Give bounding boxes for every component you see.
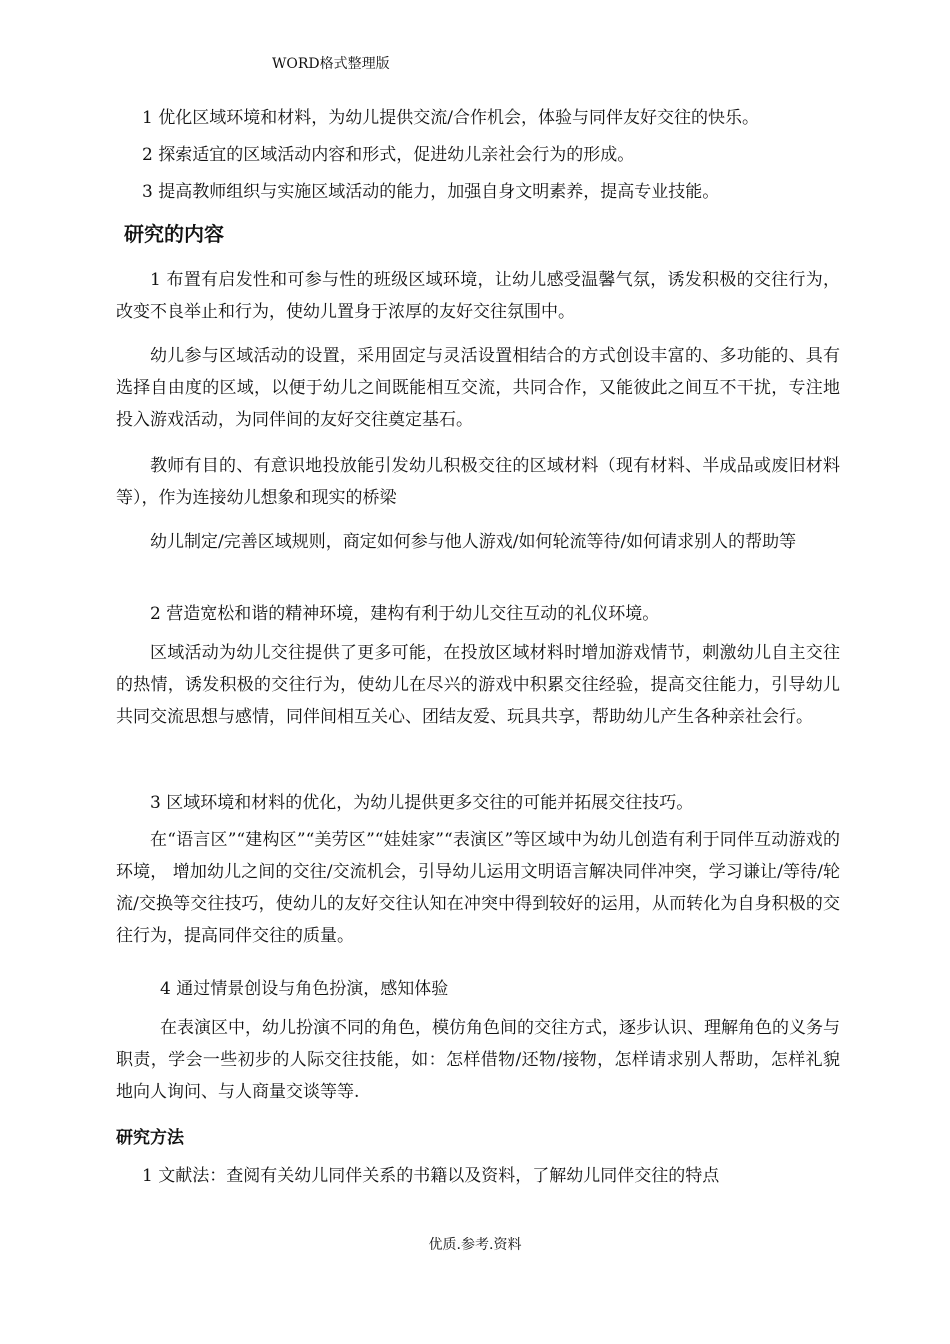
goal-item: 3 提高教师组织与实施区域活动的能力，加强自身文明素养，提高专业技能。 — [142, 182, 720, 202]
goal-item: 1 优化区域环境和材料，为幼儿提供交流/合作机会，体验与同伴友好交往的快乐。 — [142, 108, 759, 128]
paragraph: 1 文献法：查阅有关幼儿同伴关系的书籍以及资料，了解幼儿同伴交往的特点 — [142, 1166, 720, 1186]
section-heading-method: 研究方法 — [116, 1128, 184, 1148]
paragraph: 在“语言区”“建构区”“美劳区”“娃娃家”“表演区”等区域中为幼儿创造有利于同伴互动游戏的环境， 增加幼儿之间的交往/交流机会，引导幼儿运用文明语言解决同伴冲突，学习谦让/等待/轮流/交换等交往技巧，使幼儿的友好交往认知在冲突中得到较好的运用，从而转化为自身积极的交往行为，提高同伴交往的质量。 — [116, 830, 840, 946]
paragraph: 1 布置有启发性和可参与性的班级区域环境，让幼儿感受温馨气氛，诱发积极的交往行为，改变不良举止和行为，使幼儿置身于浓厚的友好交往氛围中。 — [116, 270, 840, 322]
goal-item: 2 探索适宜的区域活动内容和形式，促进幼儿亲社会行为的形成。 — [142, 145, 635, 165]
paragraph: 幼儿制定/完善区域规则，商定如何参与他人游戏/如何轮流等待/如何请求别人的帮助等 — [150, 532, 797, 552]
page-footer: 优质.参考.资料 — [428, 1237, 522, 1253]
paragraph: 4 通过情景创设与角色扮演，感知体验 — [160, 979, 449, 999]
section-heading-content: 研究的内容 — [124, 222, 224, 246]
paragraph: 区域活动为幼儿交往提供了更多可能，在投放区域材料时增加游戏情节，刺激幼儿自主交往的热情，诱发积极的交往行为，使幼儿在尽兴的游戏中积累交往经验，提高交往能力，引导幼儿共同交流思想与感情，同伴间相互关心、团结友爱、玩具共享，帮助幼儿产生各种亲社会行。 — [116, 643, 840, 727]
paragraph: 3 区域环境和材料的优化，为幼儿提供更多交往的可能并拓展交往技巧。 — [150, 793, 694, 813]
paragraph: 幼儿参与区域活动的设置，采用固定与灵活设置相结合的方式创设丰富的、多功能的、具有选择自由度的区域，以便于幼儿之间既能相互交流，共同合作，又能彼此之间互不干扰，专注地投入游戏活动，为同伴间的友好交往奠定基石。 — [116, 346, 840, 430]
paragraph: 教师有目的、有意识地投放能引发幼儿积极交往的区域材料（现有材料、半成品或废旧材料等），作为连接幼儿想象和现实的桥梁 — [116, 456, 840, 508]
paragraph: 2 营造宽松和谐的精神环境，建构有利于幼儿交往互动的礼仪环境。 — [150, 604, 660, 624]
paragraph: 在表演区中，幼儿扮演不同的角色，模仿角色间的交往方式，逐步认识、理解角色的义务与职责，学会一些初步的人际交往技能，如：怎样借物/还物/接物，怎样请求别人帮助，怎样礼貌地向人询问、与人商量交谈等等. — [116, 1018, 840, 1102]
page-header: WORD格式整理版 — [272, 56, 390, 72]
